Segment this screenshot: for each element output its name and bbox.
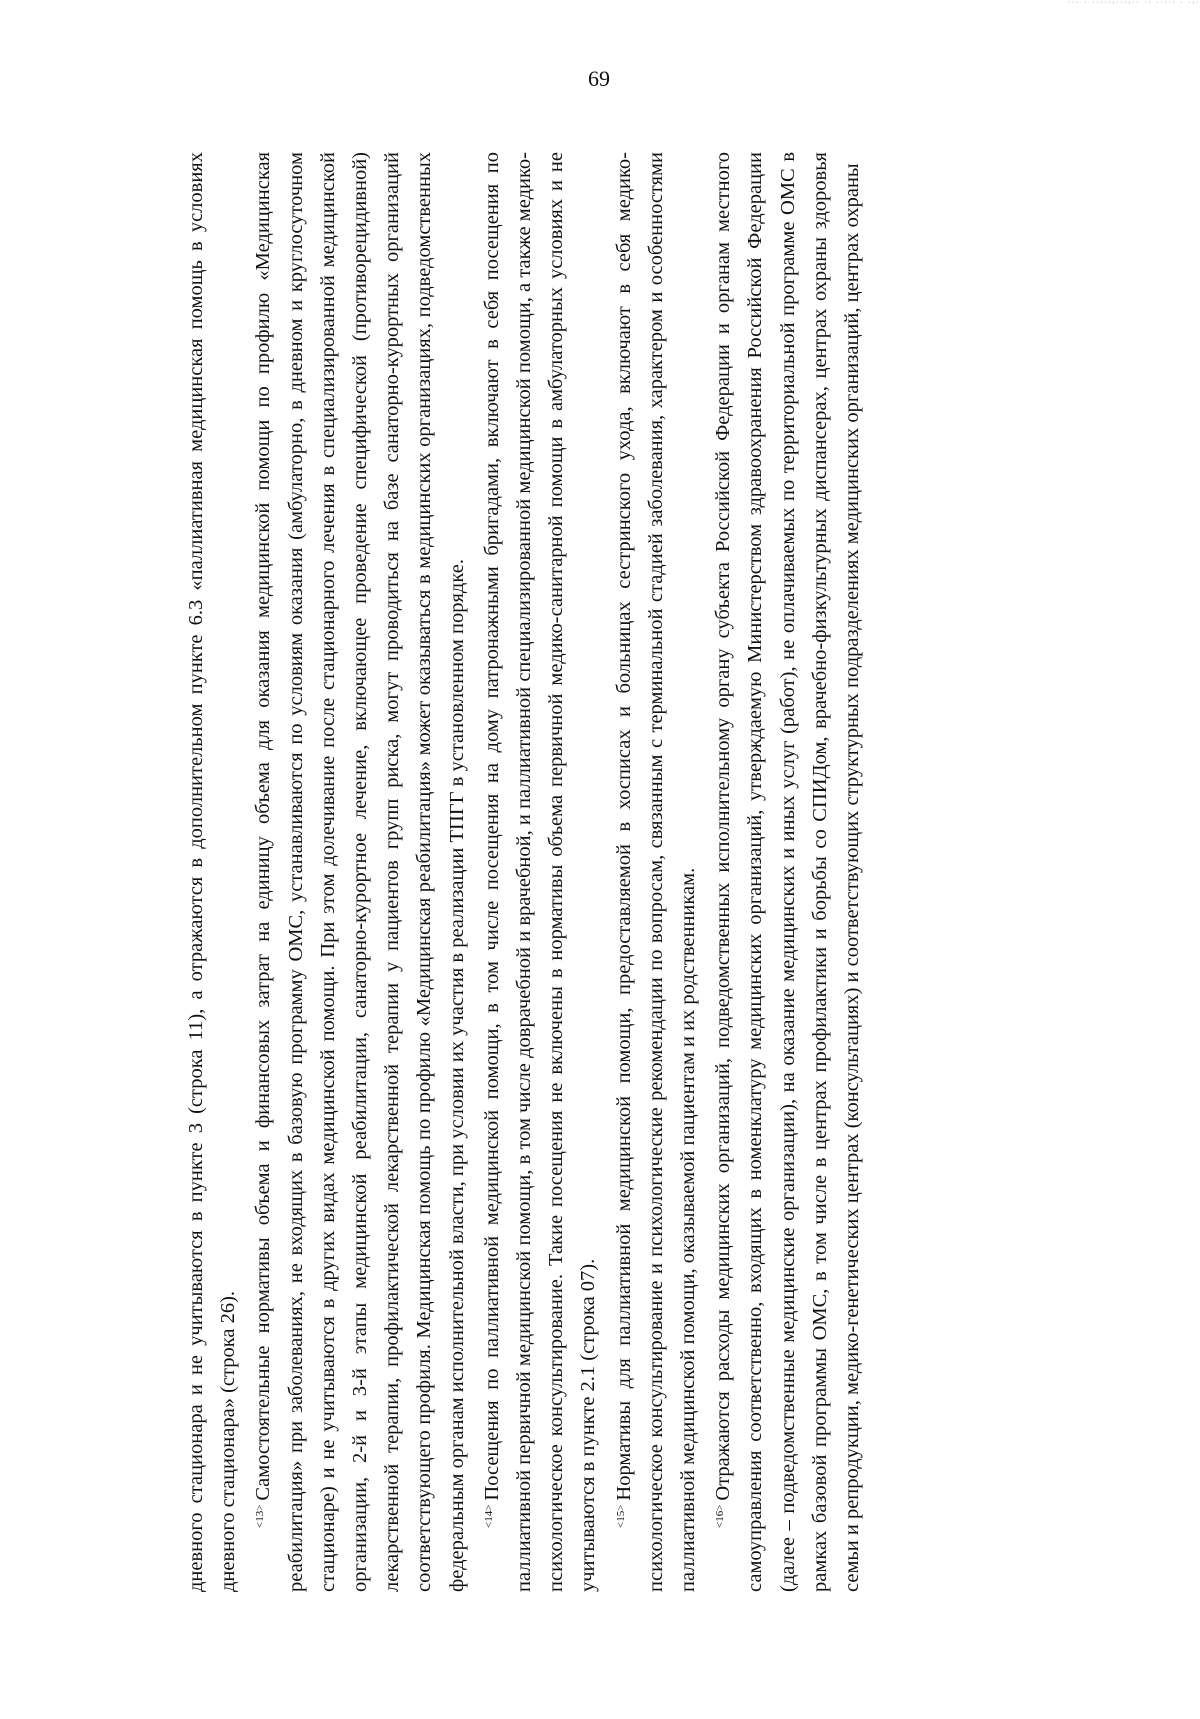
footnote-marker: <15> — [614, 1504, 627, 1528]
footnote-15 — [605, 152, 705, 1592]
footnote-marker: <13> — [254, 1504, 267, 1528]
footnote-marker: <14> — [482, 1504, 495, 1528]
paragraph-continuation — [180, 152, 244, 1592]
paragraph-text: Самостоятельные нормативы объема и финансовых затрат на единицу объема для оказания медицинской помощи по профилю «Медицинская реабилитация» при заболеваниях, не входящих в базовую программу ОМС, устанавливаются по условиям оказания (амбулаторно, в дневном и круглосуточном стационаре) и не учитываются в других видах медицинской помощи. При этом долечивание после стационарного лечения в специализированной медицинской организации, 2-й и 3-й этапы медицинской реабилитации, санаторно-курортное лечение, включающее проведение специфической (противорецидивной) лекарственной терапии, профилактической лекарственной терапии у пациентов групп риска, могут проводиться на базе санаторно-курортных организаций соответствующего профиля. Медицинская помощь по профилю «Медицинская реабилитация» может оказываться в медицинских организациях, подведомственных федеральным органам исполнительной власти, при условии их участия в реализации ТПГГ в установленном порядке. — [252, 152, 468, 1592]
paragraph-text: Посещения по паллиативной медицинской помощи, в том числе посещения на дому патронажными бригадами, включают в себя посещения по паллиативной первичной медицинской помощи, в том числе доврачебной и врачебной, и паллиативной специализированной медицинской помощи, а также медико-психологическое консультирование. Такие посещения не включены в нормативы объема первичной медико-санитарной помощи в амбулаторных условиях и не учитываются в пункте 2.1 (строка 07). — [480, 152, 600, 1592]
paragraph-text: дневного стационара и не учитываются в пункте 3 (строка 11), а отражаются в дополнительном пункте 6.3 «паллиативная медицинская помощь в условиях дневного стационара» (строка 26). — [185, 152, 240, 1592]
rotated-text-block — [180, 152, 868, 1592]
footnote-13 — [244, 152, 472, 1592]
footnote-14 — [473, 152, 605, 1592]
paragraph-text: Нормативы для паллиативной медицинской помощи, предоставляемой в хосписах и больницах сестринского ухода, включают в себя медико-психологическое консультирование и психологические рекомендации по вопросам, связанным с терминальной стадией заболевания, характером и особенностями паллиативной медицинской помощи, оказываемой пациентам и их родственникам. — [612, 152, 700, 1592]
footnote-marker: <16> — [714, 1504, 727, 1528]
paragraph-text: Отражаются расходы медицинских организаций, подведомственных исполнительному органу субъекта Российской Федерации и органам местного самоуправления соответственно, входящих в номенклатуру медицинских организаций, утверждаемую Министерством здравоохранения Российской Федерации (далее – подведомственные медицинские организации), на оказание медицинских и иных услуг (работ), не оплачиваемых по территориальной программе ОМС в рамках базовой программы ОМС, в том числе в центрах профилактики и борьбы со СПИДом, врачебно-физкультурных диспансерах, центрах охраны здоровья семьи и репродукции, медико-генетических центрах (консультациях) и соответствующих структурных подразделениях медицинских организаций, центрах охраны — [712, 152, 864, 1592]
scan-artifact-marks: ··· · ·····:···:·· ·· ····· · ·:· — [1067, 0, 1200, 6]
page-number: 69 — [588, 66, 610, 91]
footnote-16 — [704, 152, 868, 1592]
